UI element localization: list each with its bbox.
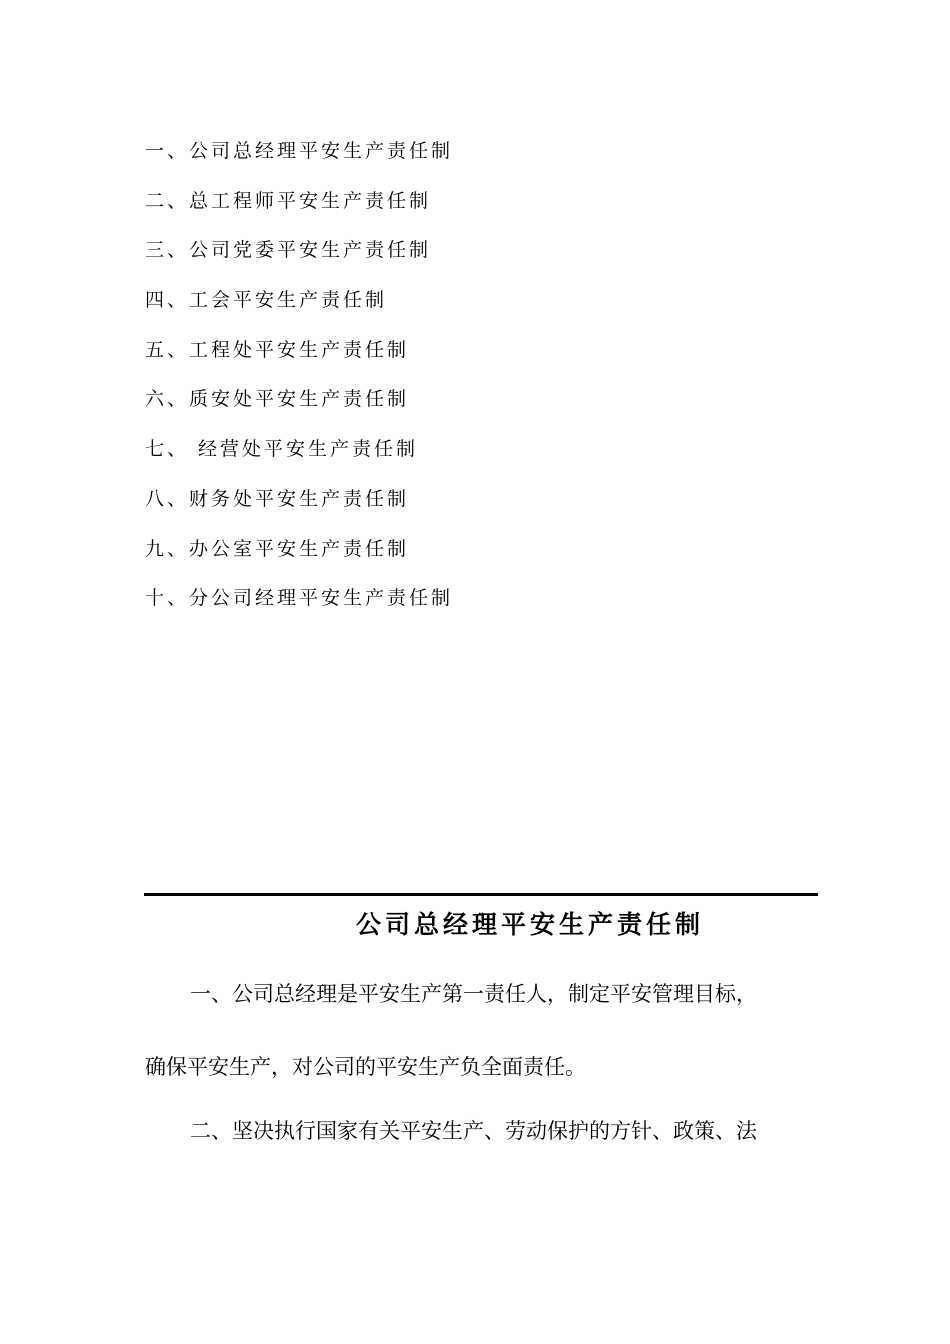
body-paragraph: 二、坚决执行国家有关平安生产、劳动保护的方针、政策、法: [190, 1119, 757, 1143]
body-paragraph: 一、公司总经理是平安生产第一责任人，制定平安管理目标，: [190, 982, 757, 1006]
body-paragraph: 确保平安生产，对公司的平安生产负全面责任。: [145, 1055, 586, 1079]
toc-item: 二、总工程师平安生产责任制: [145, 189, 432, 212]
toc-item: 十、分公司经理平安生产责任制: [145, 587, 454, 610]
section-title: 公司总经理平安生产责任制: [356, 910, 705, 939]
table-of-contents: [145, 136, 453, 633]
section-divider: [144, 893, 818, 896]
toc-item: 三、公司党委平安生产责任制: [145, 239, 432, 262]
toc-item: 一、公司总经理平安生产责任制: [145, 140, 454, 162]
toc-item: 四、工会平安生产责任制: [145, 289, 388, 312]
toc-item: 七、 经营处平安生产责任制: [145, 438, 419, 461]
toc-item: 六、质安处平安生产责任制: [145, 388, 410, 411]
toc-item: 九、办公室平安生产责任制: [145, 537, 410, 560]
toc-item: 五、工程处平安生产责任制: [145, 338, 410, 361]
toc-item: 八、财务处平安生产责任制: [145, 487, 410, 510]
